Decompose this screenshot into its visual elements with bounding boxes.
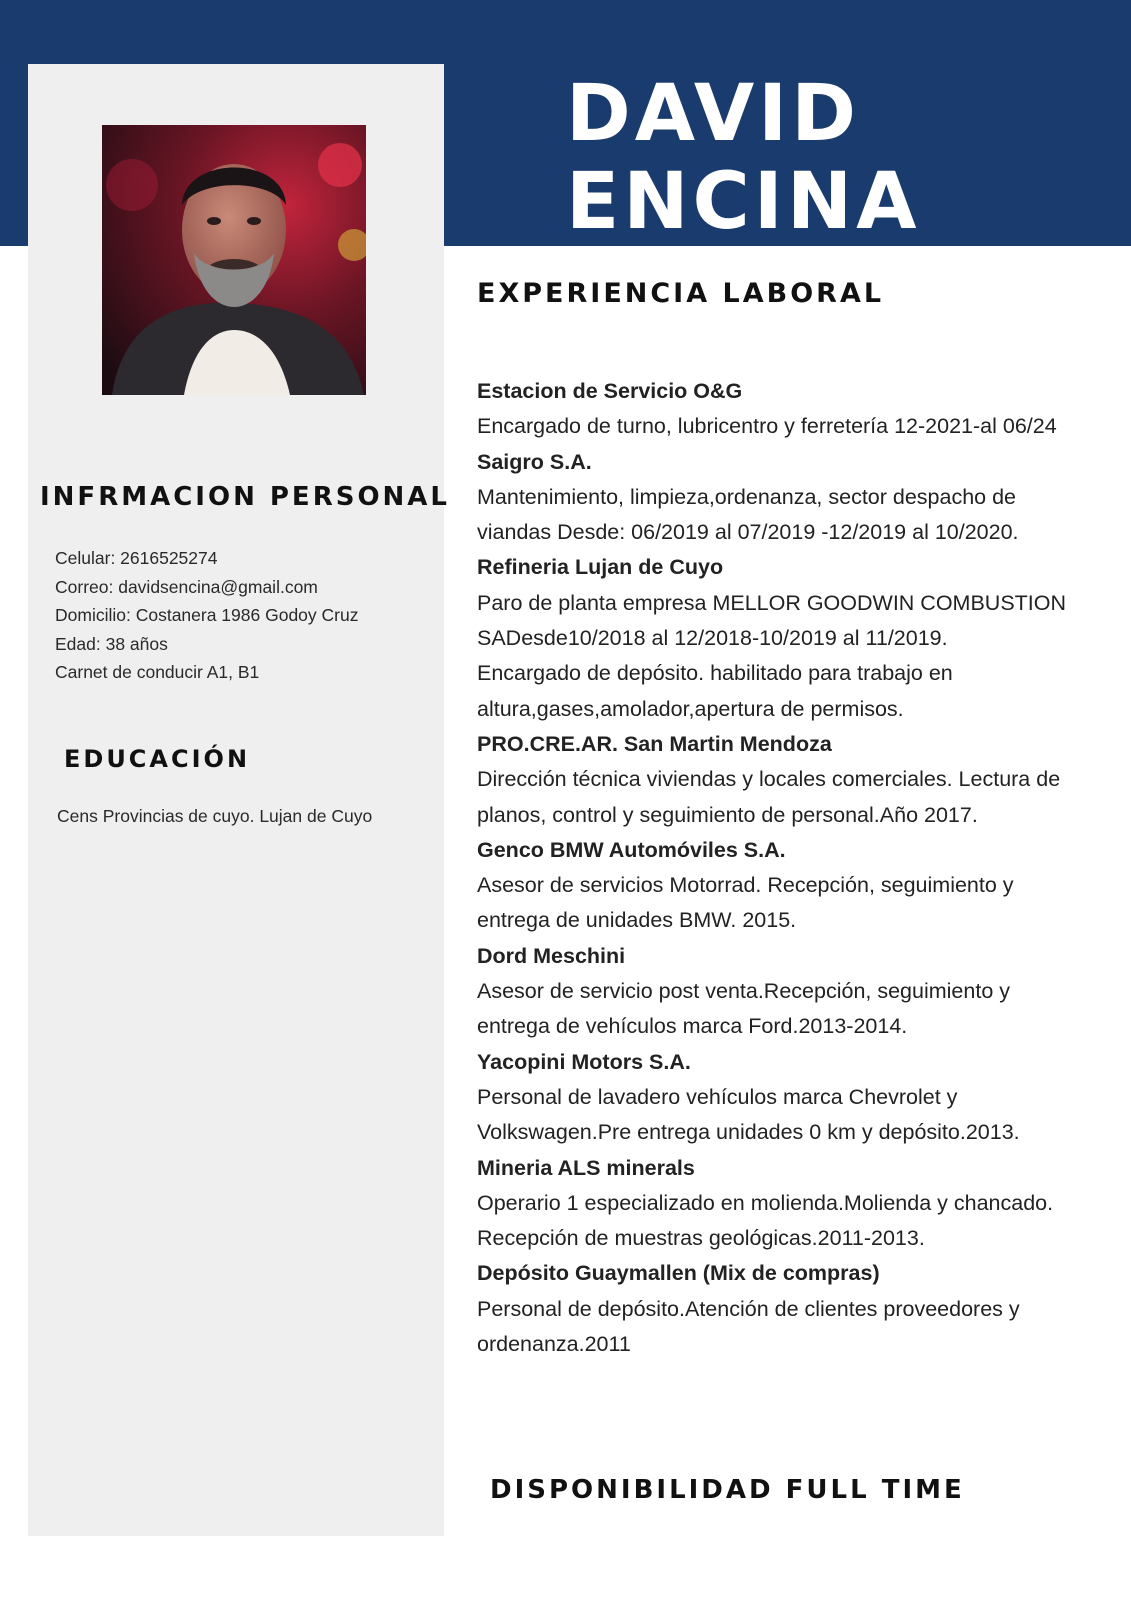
job-description: Encargado de depósito. habilitado para trabajo en	[477, 661, 953, 686]
education-text: Cens Provincias de cuyo. Lujan de Cuyo	[57, 806, 373, 826]
company-name: Refineria Lujan de Cuyo	[477, 555, 724, 580]
last-name: ENCINA	[566, 157, 921, 247]
profile-photo-image	[102, 125, 366, 395]
company-name: Dord Meschini	[477, 943, 626, 968]
job-description: entrega de vehículos marca Ford.2013-2014.	[477, 1014, 908, 1039]
job-description: planos, control y seguimiento de personal.Año 2017.	[477, 802, 978, 827]
candidate-name	[566, 70, 920, 246]
personal-info-title: INFRMACION PERSONAL	[40, 482, 450, 512]
job-description: Personal de depósito.Atención de clientes proveedores y	[477, 1296, 1020, 1321]
address-item: Domicilio: Costanera 1986 Godoy Cruz	[55, 605, 359, 625]
company-name: Genco BMW Automóviles S.A.	[477, 837, 786, 862]
experience-entry	[477, 833, 1127, 939]
job-description: Encargado de turno, lubricentro y ferretería 12-2021-al 06/24	[477, 414, 1057, 439]
experience-entry	[477, 374, 1127, 445]
company-name: Saigro S.A.	[477, 449, 592, 474]
job-description: altura,gases,amolador,apertura de permisos.	[477, 696, 904, 721]
experience-entry	[477, 550, 1127, 726]
job-description: Operario 1 especializado en molienda.Molienda y chancado.	[477, 1190, 1054, 1215]
experience-entry	[477, 1151, 1127, 1257]
job-description: entrega de unidades BMW. 2015.	[477, 908, 797, 933]
job-description: Asesor de servicios Motorrad. Recepción, seguimiento y	[477, 873, 1014, 898]
job-description: Dirección técnica viviendas y locales comerciales. Lectura de	[477, 767, 1061, 792]
experience-list	[477, 374, 1127, 1362]
job-description: Mantenimiento, limpieza,ordenanza, sector despacho de	[477, 484, 1017, 509]
age-item: Edad: 38 años	[55, 633, 168, 654]
job-description: ordenanza.2011	[477, 1332, 631, 1357]
company-name: Depósito Guaymallen (Mix de compras)	[477, 1261, 880, 1286]
job-description: Recepción de muestras geológicas.2011-2013.	[477, 1226, 925, 1251]
availability-title: DISPONIBILIDAD FULL TIME	[490, 1475, 965, 1505]
personal-info-list	[55, 544, 358, 687]
experience-entry	[477, 727, 1127, 833]
job-description: Paro de planta empresa MELLOR GOODWIN COMBUSTION	[477, 590, 1067, 615]
education-title: EDUCACIÓN	[64, 745, 251, 773]
experience-entry	[477, 445, 1127, 551]
company-name: PRO.CRE.AR. San Martin Mendoza	[477, 731, 832, 756]
first-name: DAVID	[566, 69, 860, 159]
email-item: Correo: davidsencina@gmail.com	[55, 576, 318, 597]
job-description: Asesor de servicio post venta.Recepción, seguimiento y	[477, 979, 1010, 1004]
experience-entry	[477, 1045, 1127, 1151]
experience-title: EXPERIENCIA LABORAL	[477, 278, 885, 309]
job-description: Personal de lavadero vehículos marca Chevrolet y	[477, 1084, 958, 1109]
job-description: SADesde10/2018 al 12/2018-10/2019 al 11/2019.	[477, 626, 948, 651]
experience-entry	[477, 1256, 1127, 1362]
experience-entry	[477, 939, 1127, 1045]
company-name: Estacion de Servicio O&G	[477, 379, 743, 403]
phone-item: Celular: 2616525274	[55, 548, 218, 568]
job-description: Volkswagen.Pre entrega unidades 0 km y depósito.2013.	[477, 1120, 1020, 1145]
company-name: Yacopini Motors S.A.	[477, 1049, 691, 1074]
profile-photo	[102, 125, 366, 395]
company-name: Mineria ALS minerals	[477, 1155, 695, 1180]
job-description: viandas Desde: 06/2019 al 07/2019 -12/2019 al 10/2020.	[477, 520, 1019, 545]
license-item: Carnet de conducir A1, B1	[55, 662, 260, 682]
